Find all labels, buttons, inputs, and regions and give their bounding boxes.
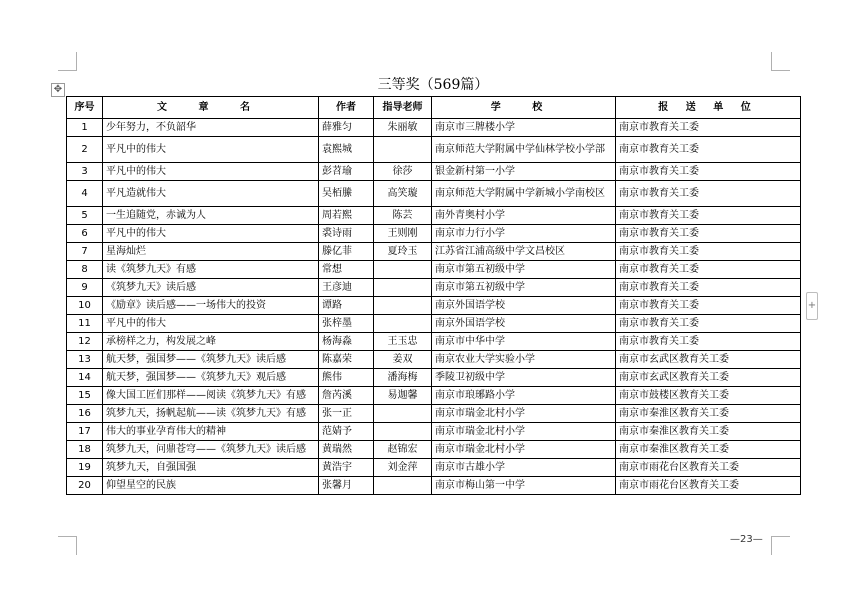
table-row <box>67 423 801 441</box>
cell-author: 张梓墨 <box>319 315 374 333</box>
cell-no: 6 <box>67 225 103 243</box>
header-unit: 报 送 单 位 <box>616 97 801 119</box>
cell-no: 1 <box>67 119 103 137</box>
header-author: 作者 <box>319 97 374 119</box>
page-number: —23— <box>730 534 763 545</box>
cell-author: 王彦迪 <box>319 279 374 297</box>
table-row <box>67 181 801 207</box>
cell-no: 17 <box>67 423 103 441</box>
table-row <box>67 297 801 315</box>
cell-unit: 南京市教育关工委 <box>616 243 801 261</box>
cell-unit: 南京市教育关工委 <box>616 279 801 297</box>
cell-school: 南京市第五初级中学 <box>432 261 616 279</box>
cell-advisor: 刘金萍 <box>374 459 432 477</box>
cell-no: 3 <box>67 163 103 181</box>
cell-author: 薛雅匀 <box>319 119 374 137</box>
cell-unit: 南京市教育关工委 <box>616 119 801 137</box>
cell-article: 《筑梦九天》读后感 <box>103 279 319 297</box>
cell-author: 陈嘉荣 <box>319 351 374 369</box>
table-row <box>67 351 801 369</box>
cell-school: 南京市瑞金北村小学 <box>432 441 616 459</box>
cell-no: 20 <box>67 477 103 495</box>
cell-unit: 南京市教育关工委 <box>616 207 801 225</box>
cell-author: 吴栢縢 <box>319 181 374 207</box>
cell-school: 南京市瑞金北村小学 <box>432 423 616 441</box>
table-body <box>67 119 801 495</box>
table-row <box>67 333 801 351</box>
cell-author: 彭苕瑜 <box>319 163 374 181</box>
cell-school: 南京市力行小学 <box>432 225 616 243</box>
cell-article: 一生追随党，赤诚为人 <box>103 207 319 225</box>
cell-unit: 南京市雨花台区教育关工委 <box>616 477 801 495</box>
cell-advisor: 夏玲玉 <box>374 243 432 261</box>
header-school: 学 校 <box>432 97 616 119</box>
crop-mark-bottom-left <box>58 536 77 555</box>
cell-school: 季陵卫初级中学 <box>432 369 616 387</box>
cell-article: 平凡中的伟大 <box>103 225 319 243</box>
cell-unit: 南京市教育关工委 <box>616 137 801 163</box>
cell-article: 《励章》读后感——一场伟大的投资 <box>103 297 319 315</box>
cell-no: 15 <box>67 387 103 405</box>
cell-advisor <box>374 405 432 423</box>
cell-no: 4 <box>67 181 103 207</box>
cell-unit: 南京市秦淮区教育关工委 <box>616 423 801 441</box>
table-row <box>67 477 801 495</box>
cell-advisor: 赵锦宏 <box>374 441 432 459</box>
cell-article: 平凡中的伟大 <box>103 163 319 181</box>
cell-article: 筑梦九天，问鼎苍穹——《筑梦九天》读后感 <box>103 441 319 459</box>
cell-no: 2 <box>67 137 103 163</box>
crop-mark-bottom-right <box>771 536 790 555</box>
cell-author: 谭路 <box>319 297 374 315</box>
cell-no: 16 <box>67 405 103 423</box>
table-row <box>67 441 801 459</box>
cell-no: 10 <box>67 297 103 315</box>
cell-advisor: 王玉忠 <box>374 333 432 351</box>
table-row <box>67 369 801 387</box>
table-row <box>67 405 801 423</box>
cell-unit: 南京市教育关工委 <box>616 297 801 315</box>
cell-unit: 南京市雨花台区教育关工委 <box>616 459 801 477</box>
cell-author: 黄瑞然 <box>319 441 374 459</box>
table-row <box>67 207 801 225</box>
cell-article: 仰望星空的民族 <box>103 477 319 495</box>
table-row <box>67 387 801 405</box>
cell-unit: 南京市秦淮区教育关工委 <box>616 441 801 459</box>
cell-advisor: 王则刚 <box>374 225 432 243</box>
cell-school: 江苏省江浦高级中学文昌校区 <box>432 243 616 261</box>
cell-author: 裘诗雨 <box>319 225 374 243</box>
cell-school: 南京市第五初级中学 <box>432 279 616 297</box>
cell-article: 筑梦九天，自强国强 <box>103 459 319 477</box>
table-header-row <box>67 97 801 119</box>
cell-author: 滕亿菲 <box>319 243 374 261</box>
cell-author: 袁熙城 <box>319 137 374 163</box>
cell-school: 南京市三牌楼小学 <box>432 119 616 137</box>
cell-school: 南京市古雄小学 <box>432 459 616 477</box>
cell-no: 5 <box>67 207 103 225</box>
cell-unit: 南京市教育关工委 <box>616 225 801 243</box>
cell-advisor <box>374 315 432 333</box>
cell-no: 8 <box>67 261 103 279</box>
cell-unit: 南京市鼓楼区教育关工委 <box>616 387 801 405</box>
cell-no: 7 <box>67 243 103 261</box>
cell-school: 南京外国语学校 <box>432 297 616 315</box>
cell-author: 张一正 <box>319 405 374 423</box>
cell-article: 平凡中的伟大 <box>103 137 319 163</box>
cell-author: 张馨月 <box>319 477 374 495</box>
cell-advisor <box>374 423 432 441</box>
cell-school: 南外青奥村小学 <box>432 207 616 225</box>
header-advisor: 指导老师 <box>374 97 432 119</box>
cell-unit: 南京市教育关工委 <box>616 315 801 333</box>
table-move-handle-icon[interactable]: ✥ <box>51 83 65 97</box>
cell-article: 平凡中的伟大 <box>103 315 319 333</box>
cell-unit: 南京市教育关工委 <box>616 333 801 351</box>
cell-no: 19 <box>67 459 103 477</box>
table-row <box>67 459 801 477</box>
cell-school: 南京市琅琊路小学 <box>432 387 616 405</box>
header-no: 序号 <box>67 97 103 119</box>
cell-author: 周若熙 <box>319 207 374 225</box>
cell-advisor: 陈芸 <box>374 207 432 225</box>
cell-author: 杨海淼 <box>319 333 374 351</box>
cell-article: 筑梦九天，扬帆起航——读《筑梦九天》有感 <box>103 405 319 423</box>
cell-advisor: 徐莎 <box>374 163 432 181</box>
cell-no: 9 <box>67 279 103 297</box>
cell-unit: 南京市教育关工委 <box>616 261 801 279</box>
cell-advisor <box>374 477 432 495</box>
awards-table <box>66 96 801 495</box>
cell-article: 平凡造就伟大 <box>103 181 319 207</box>
cell-unit: 南京市秦淮区教育关工委 <box>616 405 801 423</box>
cell-article: 少年努力，不负韶华 <box>103 119 319 137</box>
header-article: 文 章 名 <box>103 97 319 119</box>
crop-mark-top-left <box>58 52 77 71</box>
page-title: 三等奖（569篇） <box>377 77 489 93</box>
cell-no: 18 <box>67 441 103 459</box>
cell-advisor: 姜双 <box>374 351 432 369</box>
cell-no: 13 <box>67 351 103 369</box>
table-row <box>67 119 801 137</box>
cell-school: 南京师范大学附属中学仙林学校小学部 <box>432 137 616 163</box>
cell-article: 承榜样之力，构发展之峰 <box>103 333 319 351</box>
cell-school: 银金新村第一小学 <box>432 163 616 181</box>
cell-article: 星海灿烂 <box>103 243 319 261</box>
table-row <box>67 243 801 261</box>
table-row <box>67 163 801 181</box>
cell-advisor: 高笑璇 <box>374 181 432 207</box>
cell-advisor <box>374 137 432 163</box>
cell-article: 伟大的事业孕育伟大的精神 <box>103 423 319 441</box>
cell-advisor <box>374 297 432 315</box>
cell-advisor <box>374 261 432 279</box>
cell-unit: 南京市教育关工委 <box>616 181 801 207</box>
table-row <box>67 225 801 243</box>
cell-author: 黄浩宇 <box>319 459 374 477</box>
cell-school: 南京市瑞金北村小学 <box>432 405 616 423</box>
cell-no: 14 <box>67 369 103 387</box>
cell-author: 常想 <box>319 261 374 279</box>
table-row <box>67 261 801 279</box>
cell-school: 南京外国语学校 <box>432 315 616 333</box>
table-row <box>67 315 801 333</box>
cell-unit: 南京市玄武区教育关工委 <box>616 351 801 369</box>
cell-school: 南京农业大学实验小学 <box>432 351 616 369</box>
cell-unit: 南京市玄武区教育关工委 <box>616 369 801 387</box>
crop-mark-top-right <box>771 52 790 71</box>
cell-article: 像大国工匠们那样——阅读《筑梦九天》有感 <box>103 387 319 405</box>
cell-no: 12 <box>67 333 103 351</box>
cell-author: 范婧予 <box>319 423 374 441</box>
add-column-plus-icon[interactable]: + <box>806 292 818 320</box>
cell-advisor: 潘海梅 <box>374 369 432 387</box>
cell-article: 航天梦，强国梦——《筑梦九天》观后感 <box>103 369 319 387</box>
cell-school: 南京市梅山第一中学 <box>432 477 616 495</box>
cell-article: 航天梦，强国梦——《筑梦九天》读后感 <box>103 351 319 369</box>
cell-school: 南京师范大学附属中学新城小学南校区 <box>432 181 616 207</box>
cell-article: 读《筑梦九天》有感 <box>103 261 319 279</box>
cell-advisor: 朱丽敏 <box>374 119 432 137</box>
cell-author: 熊伟 <box>319 369 374 387</box>
cell-author: 詹芮溪 <box>319 387 374 405</box>
cell-unit: 南京市教育关工委 <box>616 163 801 181</box>
cell-no: 11 <box>67 315 103 333</box>
table-row <box>67 137 801 163</box>
cell-advisor <box>374 279 432 297</box>
cell-school: 南京市中华中学 <box>432 333 616 351</box>
cell-advisor: 易迦馨 <box>374 387 432 405</box>
table-row <box>67 279 801 297</box>
